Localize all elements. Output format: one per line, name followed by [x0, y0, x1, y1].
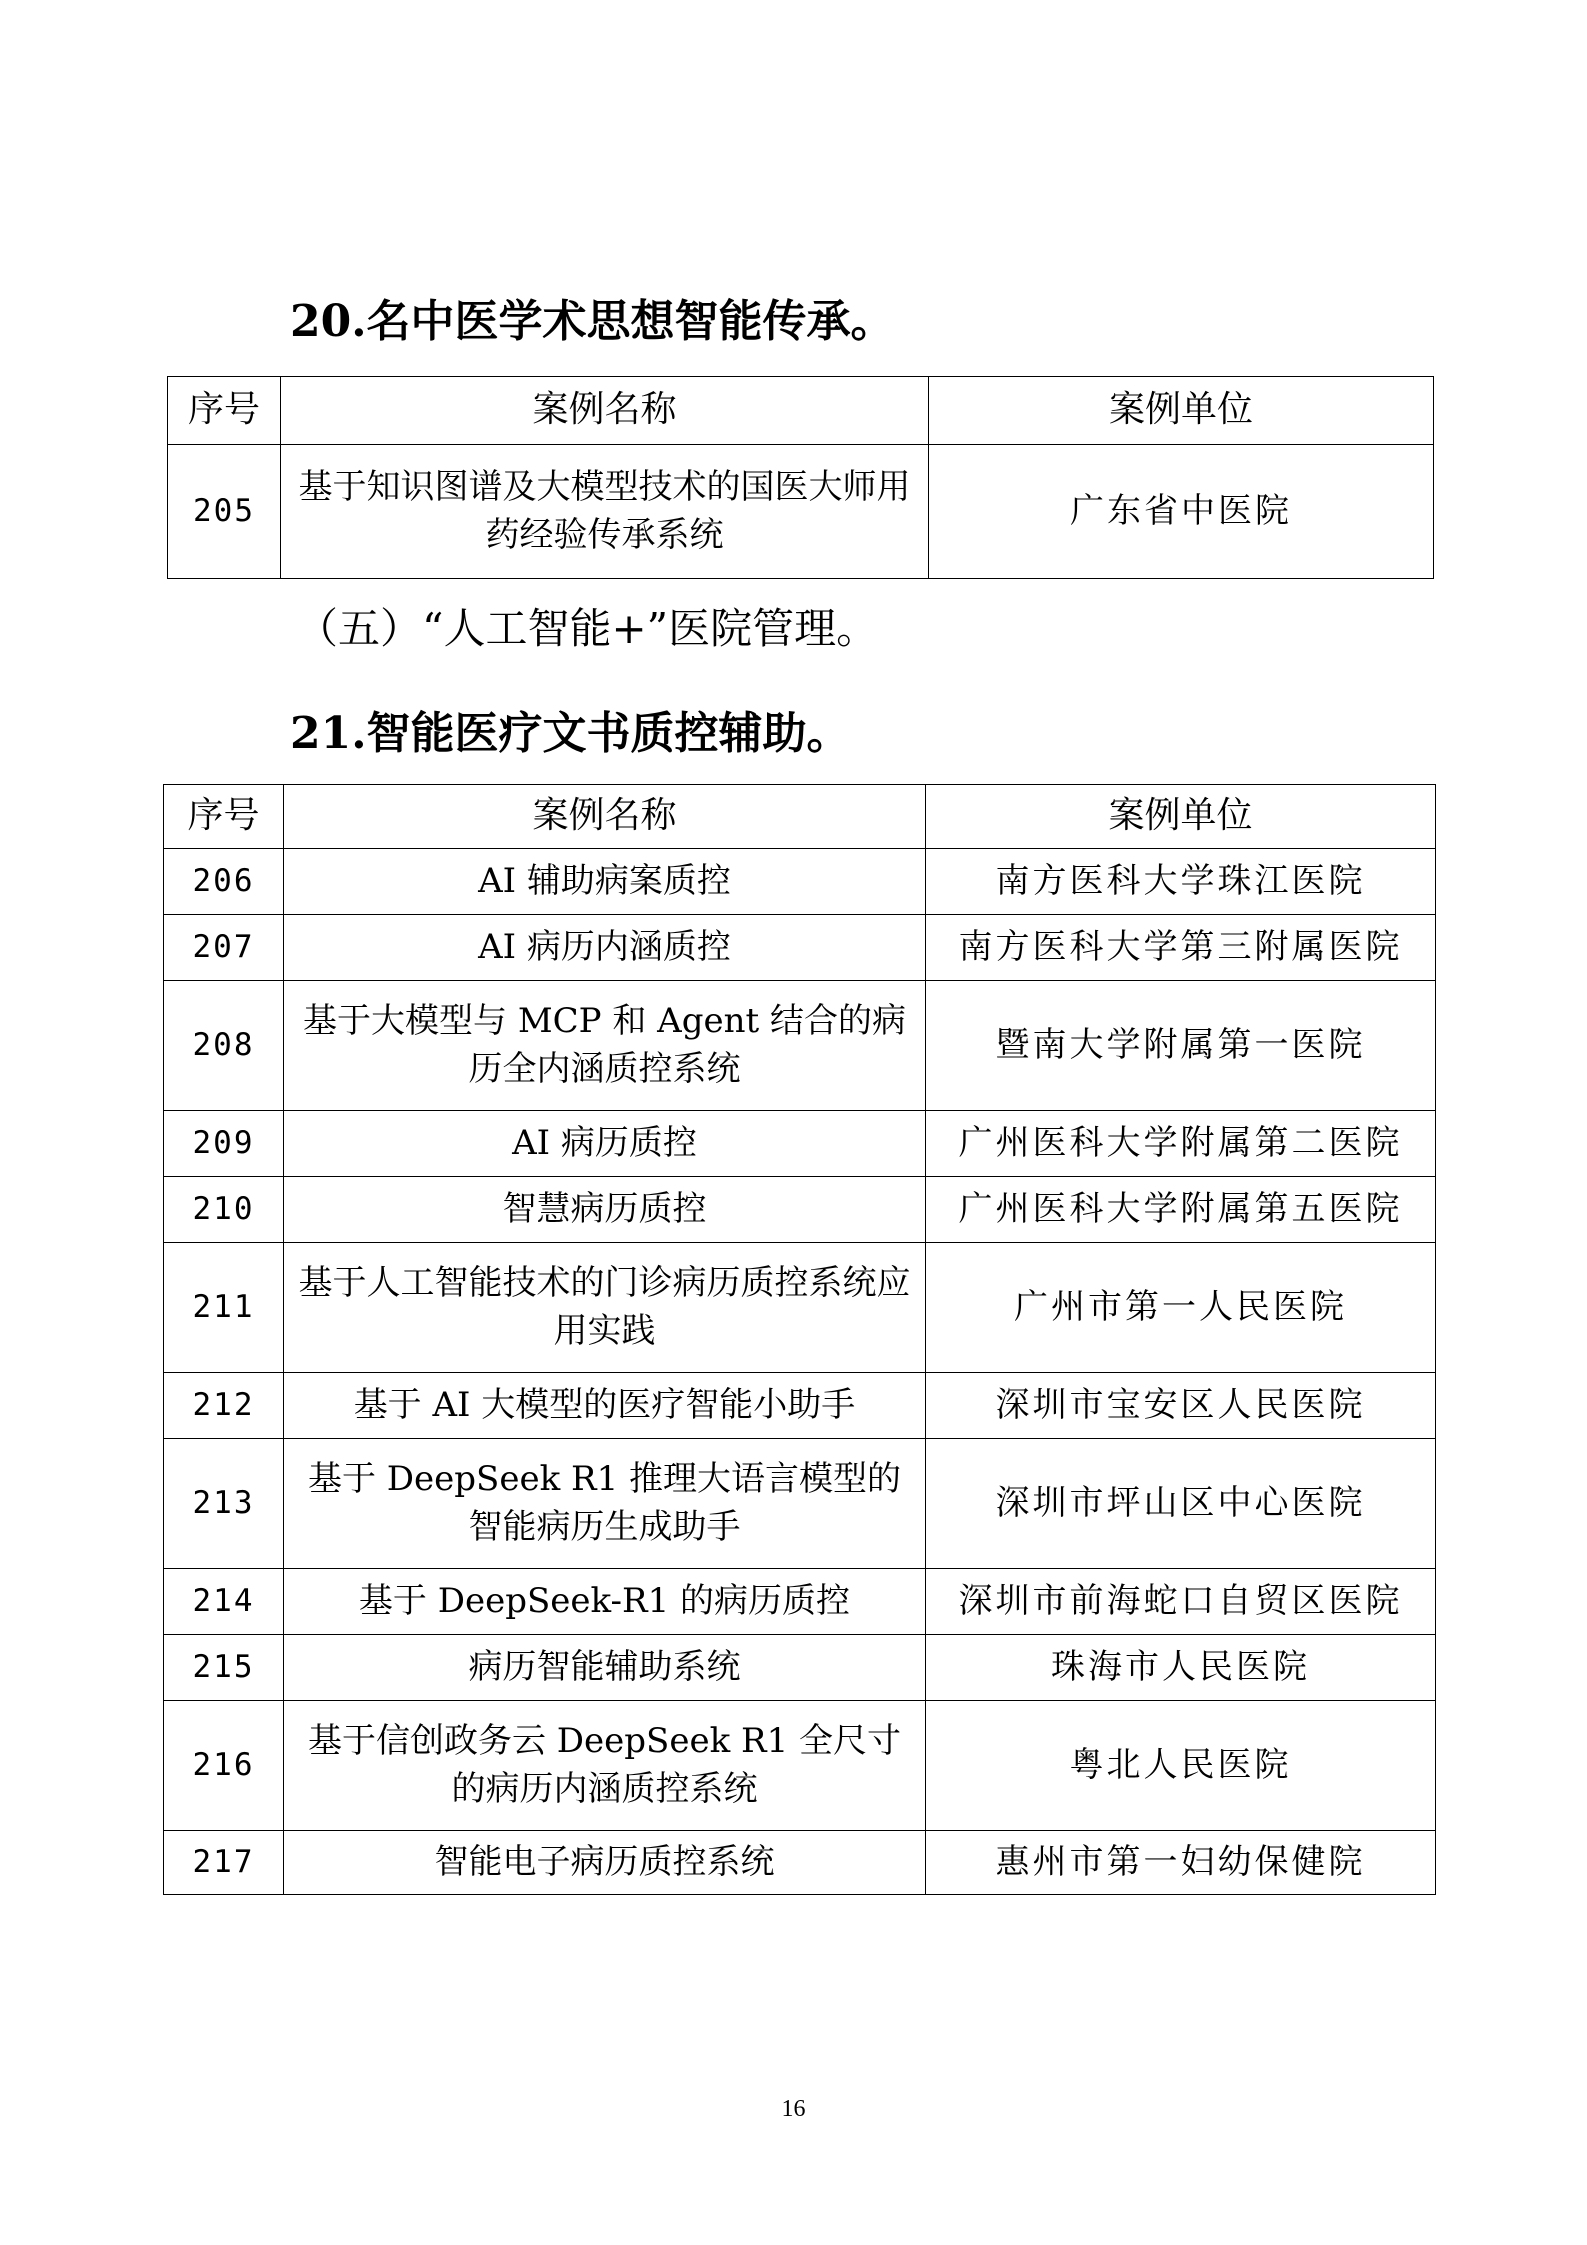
row-seq: 210	[164, 1177, 284, 1243]
row-case-unit: 广州市第一人民医院	[926, 1243, 1436, 1373]
case-table-21	[163, 784, 1436, 1895]
row-case-unit: 广东省中医院	[929, 445, 1434, 579]
row-seq: 207	[164, 915, 284, 981]
row-seq: 208	[164, 981, 284, 1111]
row-case-unit: 珠海市人民医院	[926, 1635, 1436, 1701]
row-case-unit: 暨南大学附属第一医院	[926, 981, 1436, 1111]
row-case-name: 基于 AI 大模型的医疗智能小助手	[284, 1373, 926, 1439]
row-seq: 214	[164, 1569, 284, 1635]
row-case-name: 智能电子病历质控系统	[284, 1831, 926, 1895]
row-seq: 211	[164, 1243, 284, 1373]
row-case-name: AI 辅助病案质控	[284, 849, 926, 915]
table-header-row	[168, 377, 1434, 445]
row-case-name: 基于 DeepSeek-R1 的病历质控	[284, 1569, 926, 1635]
row-seq: 215	[164, 1635, 284, 1701]
case-table-20	[167, 376, 1434, 579]
table-row	[164, 1243, 1436, 1373]
table-row	[164, 981, 1436, 1111]
table-row	[164, 1701, 1436, 1831]
row-case-name: 基于信创政务云 DeepSeek R1 全尺寸的病历内涵质控系统	[284, 1701, 926, 1831]
row-case-name: 基于大模型与 MCP 和 Agent 结合的病历全内涵质控系统	[284, 981, 926, 1111]
row-case-unit: 粤北人民医院	[926, 1701, 1436, 1831]
row-seq: 205	[168, 445, 281, 579]
table-header-row	[164, 785, 1436, 849]
row-case-name: AI 病历质控	[284, 1111, 926, 1177]
table-row	[164, 1635, 1436, 1701]
row-seq: 213	[164, 1439, 284, 1569]
table-row	[164, 1373, 1436, 1439]
column-header-unit: 案例单位	[929, 377, 1434, 445]
row-case-name: 基于人工智能技术的门诊病历质控系统应用实践	[284, 1243, 926, 1373]
table-row	[164, 1831, 1436, 1895]
row-seq: 216	[164, 1701, 284, 1831]
table-row	[164, 915, 1436, 981]
subsection-heading: （五）“人工智能+”医院管理。	[296, 604, 879, 653]
row-case-name: 智慧病历质控	[284, 1177, 926, 1243]
row-case-name: 基于 DeepSeek R1 推理大语言模型的智能病历生成助手	[284, 1439, 926, 1569]
row-seq: 212	[164, 1373, 284, 1439]
row-case-name: 基于知识图谱及大模型技术的国医大师用药经验传承系统	[281, 445, 929, 579]
row-case-unit: 深圳市宝安区人民医院	[926, 1373, 1436, 1439]
table-row	[168, 445, 1434, 579]
table-row	[164, 1439, 1436, 1569]
column-header-seq: 序号	[168, 377, 281, 445]
row-case-unit: 深圳市前海蛇口自贸区医院	[926, 1569, 1436, 1635]
row-case-unit: 南方医科大学第三附属医院	[926, 915, 1436, 981]
column-header-name: 案例名称	[284, 785, 926, 849]
table-row	[164, 1111, 1436, 1177]
row-case-unit: 广州医科大学附属第五医院	[926, 1177, 1436, 1243]
column-header-seq: 序号	[164, 785, 284, 849]
page-number: 16	[781, 2096, 806, 2122]
row-case-name: 病历智能辅助系统	[284, 1635, 926, 1701]
table-row	[164, 1569, 1436, 1635]
column-header-unit: 案例单位	[926, 785, 1436, 849]
row-case-unit: 广州医科大学附属第二医院	[926, 1111, 1436, 1177]
row-case-name: AI 病历内涵质控	[284, 915, 926, 981]
row-seq: 217	[164, 1831, 284, 1895]
row-case-unit: 深圳市坪山区中心医院	[926, 1439, 1436, 1569]
row-seq: 209	[164, 1111, 284, 1177]
row-case-unit: 惠州市第一妇幼保健院	[926, 1831, 1436, 1895]
row-case-unit: 南方医科大学珠江医院	[926, 849, 1436, 915]
table-row	[164, 849, 1436, 915]
column-header-name: 案例名称	[281, 377, 929, 445]
section-20-heading: 20.名中医学术思想智能传承。	[290, 296, 895, 347]
table-row	[164, 1177, 1436, 1243]
row-seq: 206	[164, 849, 284, 915]
section-21-heading: 21.智能医疗文书质控辅助。	[290, 708, 851, 759]
